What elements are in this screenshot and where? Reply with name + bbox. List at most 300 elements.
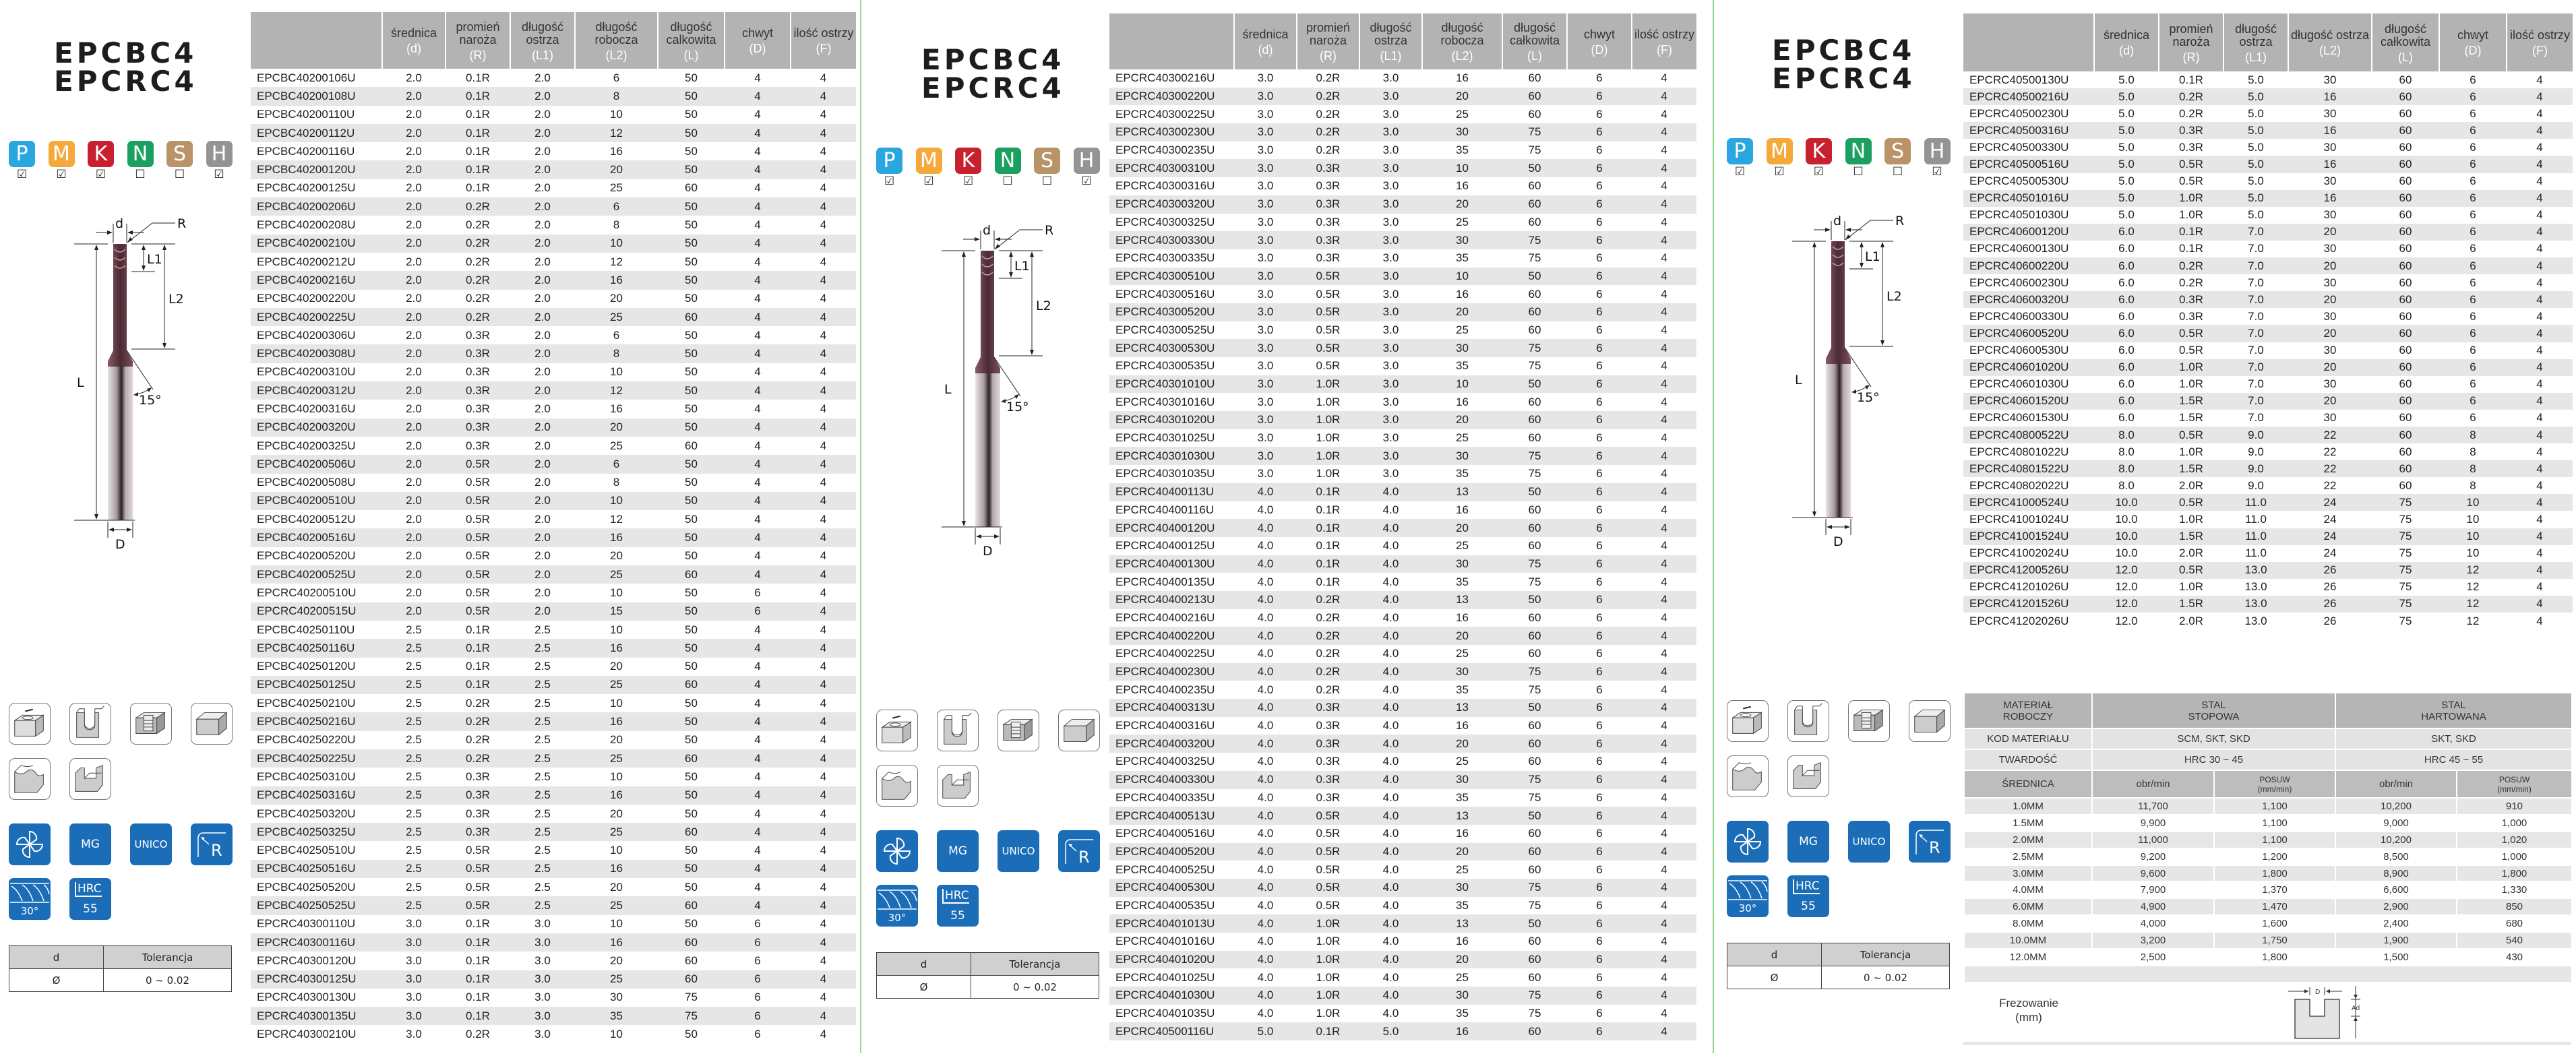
value-cell: 60 (2399, 411, 2412, 425)
column-header-symbol: (L2) (1451, 49, 1473, 63)
value-cell: 60 (658, 896, 725, 914)
value-cell: 4 (754, 218, 761, 232)
value-cell: 6 (1567, 1022, 1632, 1040)
column-header-symbol: (F) (2532, 44, 2548, 57)
value-cell: 2.0 (382, 87, 446, 105)
value-cell: 8 (575, 87, 658, 105)
product-code-cell: EPCBC40200120U (251, 160, 382, 179)
column-header (725, 12, 791, 69)
table-row (251, 547, 856, 565)
value-cell: 2.5 (406, 880, 422, 894)
value-cell: 4 (725, 565, 791, 584)
product-code-cell: EPCRC41000524U (1963, 494, 2094, 511)
value-cell: 2.0 (406, 108, 422, 121)
value-cell: 6 (2470, 411, 2476, 425)
table-row (1963, 325, 2573, 342)
column-header-symbol: (R) (469, 48, 487, 62)
value-cell: 26 (2288, 562, 2372, 579)
table-row (1109, 231, 1696, 249)
column-header-symbol: (L) (683, 48, 699, 62)
value-cell: 6 (1567, 411, 1632, 429)
value-cell: 4.0 (1359, 663, 1422, 681)
end-mill-dimension-diagram (1785, 199, 1920, 550)
table-row (1963, 291, 2573, 308)
value-cell: 4 (2536, 309, 2543, 323)
value-cell: 4.0 (1234, 519, 1297, 537)
value-cell: 25 (575, 749, 658, 768)
value-cell: 60 (2372, 393, 2439, 410)
value-cell: 60 (2372, 224, 2439, 241)
value-cell: 10 (1422, 268, 1502, 286)
value-cell: 6 (1596, 935, 1603, 948)
table-row (251, 933, 856, 952)
value-cell: 4.0 (1257, 898, 1274, 912)
value-cell: 4 (725, 308, 791, 326)
value-cell: 4 (2507, 88, 2573, 105)
value-cell: 4 (1632, 879, 1696, 897)
product-code-cell: EPCRC40800522U (1963, 427, 2094, 443)
value-cell: 50 (658, 639, 725, 657)
cutting-data-row (1964, 932, 2572, 949)
value-cell: 30 (2323, 309, 2337, 323)
value-cell: 2.5 (406, 696, 422, 710)
value-cell: 16 (1456, 395, 1469, 408)
panel-divider (860, 0, 861, 1053)
value-cell: 60 (1528, 503, 1541, 516)
value-cell: 8.0 (2094, 427, 2159, 443)
value-cell: 4 (820, 696, 827, 710)
value-cell: 5.0 (2118, 175, 2135, 188)
value-cell: 60 (658, 308, 725, 326)
value-cell: 4 (1661, 359, 1667, 373)
value-cell: 50 (1502, 375, 1567, 394)
value-cell: 4 (754, 144, 761, 158)
value-cell: 11.0 (2224, 528, 2288, 545)
column-header-label: promień naroża (2169, 22, 2213, 49)
value-cell: 9.0 (2248, 445, 2264, 458)
rpm-cell: 3,200 (2092, 932, 2214, 949)
value-cell: 4 (791, 860, 856, 878)
table-row (1109, 573, 1696, 591)
value-cell: 4 (2536, 580, 2543, 594)
table-row (251, 712, 856, 730)
value-cell: 25 (610, 439, 623, 452)
product-code-cell: EPCRC40501030U (1969, 208, 2069, 222)
product-code-cell: EPCBC40200520U (257, 549, 356, 563)
value-cell: 16 (610, 144, 623, 158)
table-row (251, 344, 856, 363)
table-row (1963, 393, 2573, 410)
value-cell: 0.3R (446, 786, 510, 805)
tolerance-value: 0 ~ 0.02 (1822, 966, 1950, 989)
rpm-label: obr/min (2335, 770, 2457, 798)
value-cell: 50 (658, 860, 725, 878)
product-code-cell: EPCRC40500516U (1963, 156, 2094, 173)
value-cell: 25 (575, 308, 658, 326)
iso-badge-h: H (1074, 148, 1100, 174)
value-cell: 6 (1596, 431, 1603, 445)
table-row (1963, 528, 2573, 545)
value-cell: 1.0R (1297, 375, 1359, 394)
value-cell: 0.1R (2179, 73, 2203, 86)
value-cell: 35 (1456, 790, 1469, 804)
table-row (1109, 393, 1696, 411)
product-code-cell: EPCRC40300535U (1115, 359, 1215, 373)
product-code-cell: EPCBC40200525U (251, 565, 382, 584)
column-header (2439, 13, 2507, 71)
value-cell: 4 (791, 676, 856, 694)
value-cell: 20 (1422, 411, 1502, 429)
value-cell: 30 (610, 991, 623, 1004)
value-cell: 4 (1632, 268, 1696, 286)
value-cell: 4 (2536, 478, 2543, 492)
value-cell: 3.0 (1257, 71, 1274, 85)
value-cell: 25 (575, 896, 658, 914)
value-cell: 60 (2399, 242, 2412, 255)
value-cell: 2.0 (382, 344, 446, 363)
value-cell: 0.3R (466, 402, 490, 415)
value-cell: 0.3R (446, 418, 510, 437)
value-cell: 0.5R (1316, 287, 1341, 301)
value-cell: 4 (2536, 377, 2543, 391)
value-cell: 12 (2466, 614, 2480, 627)
value-cell: 4.0 (1257, 827, 1274, 840)
value-cell: 5.0 (2118, 208, 2135, 222)
value-cell: 12 (610, 255, 623, 268)
table-row (1109, 159, 1696, 177)
rpm-cell: 9,000 (2335, 815, 2457, 832)
value-cell: 50 (1502, 914, 1567, 933)
value-cell: 4.0 (1234, 879, 1297, 897)
slot-depth-diagram (2288, 986, 2376, 1040)
value-cell: 0.1R (446, 124, 510, 142)
table-row (1109, 195, 1696, 214)
value-cell: 6 (2439, 325, 2507, 342)
table-row (1109, 105, 1696, 123)
value-cell: 75 (658, 1007, 725, 1025)
value-cell: 35 (1456, 683, 1469, 696)
column-header-symbol: (F) (816, 42, 832, 55)
corner-radius-icon: R (191, 823, 233, 865)
product-code-cell: EPCRC40601530U (1969, 411, 2069, 425)
value-cell: 6 (1567, 483, 1632, 501)
value-cell: 60 (2399, 208, 2412, 222)
value-cell: 0.3R (1297, 771, 1359, 789)
iso-checkbox-k: ☑ (1813, 165, 1824, 178)
column-header (1567, 13, 1632, 69)
table-row (251, 749, 856, 768)
value-cell: 4 (1661, 179, 1667, 193)
value-cell: 4 (1661, 970, 1667, 984)
iso-checkbox-s: ☐ (1041, 175, 1053, 187)
value-cell: 50 (658, 124, 725, 142)
value-cell: 20 (2288, 291, 2372, 308)
table-row (251, 694, 856, 712)
table-row (251, 676, 856, 694)
iso-checkbox-n: ☐ (135, 168, 146, 181)
feed-label: POSUW (mm/min) (2457, 770, 2572, 798)
mg-coating-icon: MG (937, 830, 979, 872)
value-cell: 7.0 (2248, 377, 2264, 391)
value-cell: 8 (2439, 460, 2507, 477)
value-cell: 25 (1456, 107, 1469, 121)
value-cell: 4.0 (1359, 735, 1422, 753)
product-code-cell: EPCRC40300210U (257, 1028, 357, 1041)
value-cell: 6 (1596, 898, 1603, 912)
value-cell: 4 (725, 528, 791, 547)
value-cell: 12 (575, 381, 658, 400)
product-code-cell: EPCBC40200125U (257, 181, 356, 195)
value-cell: 4 (820, 328, 827, 342)
value-cell: 25 (575, 676, 658, 694)
value-cell: 2.0 (406, 71, 422, 84)
value-cell: 35 (1456, 467, 1469, 480)
iso-badge-m: M (916, 148, 942, 174)
value-cell: 60 (2399, 276, 2412, 289)
value-cell: 4 (725, 492, 791, 510)
value-cell: 2.0 (406, 476, 422, 489)
value-cell: 20 (2288, 257, 2372, 274)
value-cell: 4 (754, 328, 761, 342)
value-cell: 4 (754, 512, 761, 526)
value-cell: 60 (2372, 325, 2439, 342)
value-cell: 4 (1632, 663, 1696, 681)
table-row (1109, 914, 1696, 933)
material-hardened-steel: STAL HARTOWANA (2335, 693, 2572, 728)
value-cell: 6 (2439, 156, 2507, 173)
value-cell: 7.0 (2248, 276, 2264, 289)
value-cell: 60 (1502, 411, 1567, 429)
value-cell: 0.5R (1316, 359, 1341, 373)
value-cell: 1.5R (2159, 460, 2224, 477)
value-cell: 6 (1596, 790, 1603, 804)
table-row (251, 87, 856, 105)
rpm-cell: 9,600 (2092, 865, 2214, 882)
helical-boring-icon (1848, 700, 1890, 742)
value-cell: 16 (1456, 503, 1469, 516)
value-cell: 6 (1596, 539, 1603, 553)
cutting-data-row (1964, 898, 2572, 915)
value-cell: 4.0 (1359, 951, 1422, 969)
value-cell: 2.5 (510, 786, 575, 805)
value-cell: 0.2R (1297, 88, 1359, 106)
value-cell: 4 (791, 602, 856, 621)
value-cell: 4 (754, 108, 761, 121)
value-cell: 50 (658, 492, 725, 510)
value-cell: 2.0 (382, 235, 446, 253)
value-cell: 3.0 (1359, 411, 1422, 429)
iso-checkbox-p: ☑ (1734, 165, 1746, 178)
value-cell: 10 (610, 917, 623, 931)
value-cell: 24 (2288, 494, 2372, 511)
value-cell: 26 (2288, 596, 2372, 613)
value-cell: 20 (1422, 195, 1502, 214)
value-cell: 4 (725, 160, 791, 179)
product-code-cell: EPCBC40200308U (251, 344, 382, 363)
value-cell: 2.0 (534, 365, 551, 379)
column-header (1963, 13, 2094, 71)
value-cell: 0.1R (466, 660, 490, 673)
value-cell: 0.1R (466, 954, 490, 967)
value-cell: 0.2R (1297, 591, 1359, 609)
value-cell: 0.5R (2159, 156, 2224, 173)
column-header-label: długość calkowita (666, 20, 716, 46)
table-row (1109, 789, 1696, 807)
value-cell: 50 (685, 476, 698, 489)
table-row (1109, 303, 1696, 321)
table-row (1963, 88, 2573, 105)
material-code-label: KOD MATERIAŁU (1964, 728, 2092, 749)
product-code-cell: EPCRC40400125U (1115, 539, 1215, 553)
iso-checkbox-s: ☐ (174, 168, 185, 181)
value-cell: 11.0 (2224, 494, 2288, 511)
value-cell: 4 (754, 880, 761, 894)
value-cell: 13 (1422, 914, 1502, 933)
svg-text:Ad: Ad (2352, 1005, 2360, 1012)
value-cell: 4.0 (1382, 539, 1399, 553)
feed-cell: 910 (2457, 798, 2572, 815)
panel-divider (1713, 0, 1714, 1053)
iso-checkbox-m: ☑ (56, 168, 67, 181)
value-cell: 2.0 (534, 476, 551, 489)
value-cell: 60 (1528, 71, 1541, 85)
value-cell: 4.0 (1257, 683, 1274, 696)
product-title: EPCBC4 EPCRC4 (54, 36, 197, 98)
hardness-value: HRC 30 ~ 45 (2092, 749, 2335, 770)
value-cell: 4 (1632, 483, 1696, 501)
value-cell: 4.0 (1382, 863, 1399, 876)
value-cell: 75 (1528, 683, 1541, 696)
table-row (251, 492, 856, 510)
material-code: SCM, SKT, SKD (2092, 728, 2335, 749)
value-cell: 30 (2323, 208, 2337, 222)
value-cell: 8 (2470, 478, 2476, 492)
value-cell: 50 (685, 696, 698, 710)
value-cell: 12.0 (2115, 580, 2138, 594)
spec-table (251, 12, 856, 1044)
value-cell: 60 (2372, 257, 2439, 274)
product-code-cell: EPCBC40250310U (257, 770, 356, 783)
table-row (1963, 122, 2573, 139)
product-code-cell: EPCRC40300216U (1115, 71, 1215, 85)
value-cell: 4 (820, 586, 827, 599)
value-cell: 5.0 (2224, 122, 2288, 139)
value-cell: 4 (1632, 627, 1696, 645)
product-code-cell: EPCRC41202026U (1969, 614, 2069, 627)
value-cell: 0.5R (446, 602, 510, 621)
value-cell: 0.1R (1297, 519, 1359, 537)
value-cell: 2.0 (406, 255, 422, 268)
table-row (1109, 1005, 1696, 1023)
value-cell: 6 (1567, 843, 1632, 861)
value-cell: 25 (610, 181, 623, 195)
contour-milling-icon (876, 765, 918, 807)
value-cell: 20 (610, 880, 623, 894)
table-row (1963, 173, 2573, 190)
value-cell: 4 (1661, 107, 1667, 121)
column-header-symbol: (L2) (605, 48, 627, 62)
value-cell: 1.5R (2179, 411, 2203, 425)
value-cell: 6 (1567, 303, 1632, 321)
value-cell: 2.0 (382, 528, 446, 547)
value-cell: 1.0R (2179, 208, 2203, 222)
column-header-label: długość całkowita (1509, 21, 1560, 47)
value-cell: 3.0 (1382, 467, 1399, 480)
feed-cell: 1,470 (2214, 898, 2335, 915)
table-row (1109, 663, 1696, 681)
value-cell: 4 (1632, 591, 1696, 609)
value-cell: 0.2R (446, 271, 510, 289)
value-cell: 3.0 (510, 1007, 575, 1025)
table-row (1109, 951, 1696, 969)
value-cell: 3.0 (1234, 195, 1297, 214)
value-cell: 60 (1528, 107, 1541, 121)
feed-cell: 850 (2457, 898, 2572, 915)
value-cell: 4 (1632, 771, 1696, 789)
helix-angle-icon: 30° (1727, 875, 1769, 917)
value-cell: 6 (1567, 88, 1632, 106)
product-code-cell: EPCRC40300125U (251, 970, 382, 989)
rpm-cell: 10,200 (2335, 798, 2457, 815)
value-cell: 5.0 (2224, 190, 2288, 207)
value-cell: 60 (2399, 377, 2412, 391)
value-cell: 50 (685, 770, 698, 783)
value-cell: 10 (2466, 512, 2480, 526)
value-cell: 2.0 (382, 308, 446, 326)
product-code-cell: EPCRC40601020U (1963, 359, 2094, 376)
value-cell: 50 (685, 1028, 698, 1041)
table-row (251, 197, 856, 216)
value-cell: 30 (1422, 987, 1502, 1005)
product-code-cell: EPCRC40400513U (1109, 807, 1234, 825)
value-cell: 0.2R (2179, 106, 2203, 120)
value-cell: 6 (1596, 359, 1603, 373)
table-row (1109, 214, 1696, 232)
table-row (251, 418, 856, 437)
table-row (1963, 190, 2573, 207)
value-cell: 0.2R (2159, 257, 2224, 274)
value-cell: 6 (754, 1028, 761, 1041)
value-cell: 3.0 (1382, 215, 1399, 228)
value-cell: 4 (725, 381, 791, 400)
value-cell: 75 (2399, 547, 2412, 560)
value-cell: 6 (1596, 719, 1603, 732)
table-row (1963, 596, 2573, 613)
value-cell: 2.0 (510, 418, 575, 437)
value-cell: 4.0 (1359, 987, 1422, 1005)
hrc-hardness-icon: HRC 55 (937, 885, 979, 927)
table-row (1109, 555, 1696, 573)
value-cell: 4 (791, 87, 856, 105)
value-cell: 12.0 (2115, 614, 2138, 627)
value-cell: 6 (1567, 735, 1632, 753)
value-cell: 4 (820, 218, 827, 232)
value-cell: 30 (1422, 771, 1502, 789)
value-cell: 4 (1632, 411, 1696, 429)
value-cell: 0.1R (1316, 575, 1341, 588)
end-mill-dimension-diagram (67, 202, 202, 553)
value-cell: 3.0 (1382, 431, 1399, 445)
value-cell: 60 (1502, 735, 1567, 753)
value-cell: 1.0R (2179, 512, 2203, 526)
value-cell: 2.0 (534, 292, 551, 305)
value-cell: 3.0 (1359, 268, 1422, 286)
value-cell: 2.0 (382, 455, 446, 473)
value-cell: 20 (2288, 393, 2372, 410)
value-cell: 9.0 (2248, 478, 2264, 492)
value-cell: 2.0 (382, 381, 446, 400)
value-cell: 50 (685, 292, 698, 305)
